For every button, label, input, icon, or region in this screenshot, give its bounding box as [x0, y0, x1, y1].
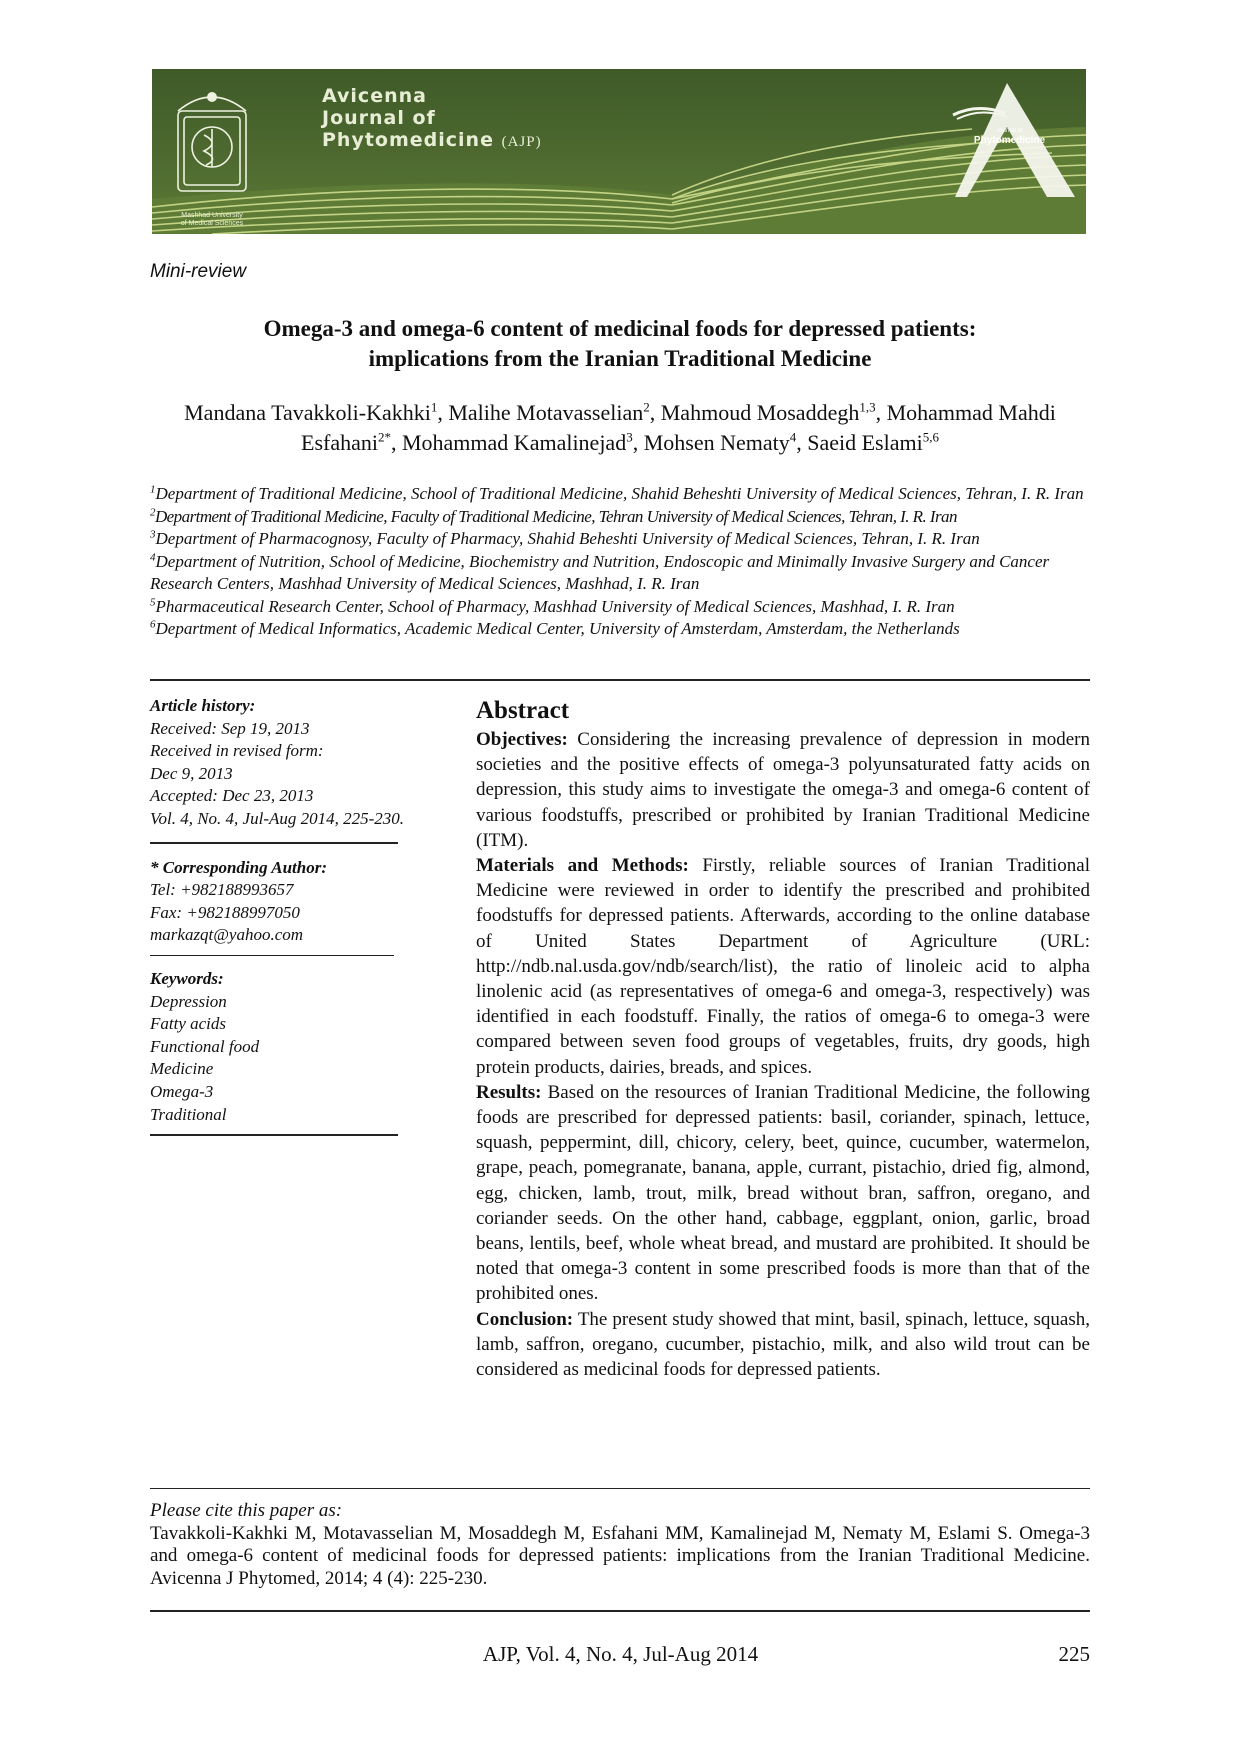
seal-caption: Mashhad University of Medical Sciences	[180, 212, 244, 227]
author-affiliation-mark: 4	[789, 429, 797, 445]
journal-abbr: (AJP)	[501, 134, 542, 150]
journal-logo-caption	[952, 127, 1067, 147]
keyword: Medicine	[150, 1059, 214, 1079]
affiliation-text: Department of Medical Informatics, Academic Medical Center, University of Amsterdam, Amsterdam, the Netherlands	[155, 619, 960, 638]
abstract-heading: Abstract	[476, 697, 570, 724]
university-seal-icon	[170, 83, 254, 205]
header-divider	[150, 679, 1090, 681]
journal-name-line1: Avicenna	[322, 85, 427, 107]
journal-name	[322, 85, 542, 153]
author	[184, 400, 448, 425]
affiliation	[150, 483, 1090, 506]
affiliation-text: Department of Nutrition, School of Medicine, Biochemistry and Nutrition, Endoscopic and Minimally Invasive Surgery and Cancer Research Centers, Mashhad University of Medical Sciences, Mashhad, I. R. Iran	[150, 551, 1050, 593]
abstract-section-label: Results:	[476, 1081, 542, 1103]
author-name: Mohammad Mahdi Esfahani	[301, 400, 1056, 455]
abstract-section	[476, 853, 1090, 1080]
keyword: Omega-3	[150, 1081, 214, 1101]
accepted-date: Accepted: Dec 23, 2013	[150, 786, 314, 806]
affiliation	[150, 528, 1090, 551]
abstract-section	[476, 727, 1090, 853]
title-line-1: Omega-3 and omega-6 content of medicinal foods for depressed patients:	[263, 316, 977, 341]
author	[402, 430, 644, 455]
keyword: Traditional	[150, 1104, 227, 1124]
author-name: Malihe Motavasselian	[448, 400, 644, 425]
author-affiliation-mark: 5,6	[922, 429, 939, 445]
corresponding-author-heading: * Corresponding Author:	[150, 857, 327, 877]
author-separator: ,	[437, 400, 449, 425]
page-number: 225	[1058, 1642, 1090, 1666]
author	[661, 400, 887, 425]
affiliation	[150, 551, 1090, 596]
article-history-heading: Article history:	[150, 696, 256, 715]
author	[644, 430, 808, 455]
author-name: Mandana Tavakkoli-Kakhki	[184, 400, 431, 425]
affiliation-text: Pharmaceutical Research Center, School of Pharmacy, Mashhad University of Medical Sciences, Mashhad, I. R. Iran	[155, 596, 955, 616]
abstract-section-label: Materials and Methods:	[476, 855, 689, 877]
corresponding-tel: Tel: +982188993657	[150, 880, 294, 900]
author-separator: ,	[390, 430, 402, 455]
title-line-2: implications from the Iranian Traditional Medicine	[368, 346, 872, 371]
journal-logo-icon	[947, 77, 1082, 217]
citation-lead: Please cite this paper as:	[150, 1500, 343, 1521]
journal-name-line3: Phytomedicine	[322, 129, 494, 151]
author-name: Mohsen Nematy	[643, 430, 790, 455]
journal-name-line2: Journal of	[322, 107, 436, 129]
paper-title	[150, 314, 1090, 374]
received-date: Received: Sep 19, 2013	[150, 718, 310, 738]
abstract-divider	[150, 1488, 1090, 1489]
volume-info: Vol. 4, No. 4, Jul-Aug 2014, 225-230.	[150, 808, 405, 828]
abstract-section-text: Firstly, reliable sources of Iranian Traditional Medicine were reviewed in order to identify the prescribed and prohibited foodstuffs for depressed patients. Afterwards, according to the online database of United States Department of Agriculture (URL: http://ndb.nal.usda.gov/ndb/search/list), the ratio of linoleic acid to alpha linolenic acid (as representatives of omega-6 and omega-3, respectively) was identified in each foodstuff. Finally, the ratios of omega-6 to omega-3 were compared between seven food groups of vegetables, fruits, dry goods, high protein products, dairies, breads, and spices.	[476, 855, 1090, 1078]
affiliation-text: Department of Traditional Medicine, Faculty of Traditional Medicine, Tehran University of Medical Sciences, Tehran, I. R. Iran	[154, 506, 957, 526]
author-affiliation-mark: 3	[626, 429, 633, 445]
revised-date: Dec 9, 2013	[150, 763, 233, 783]
keywords-heading: Keywords:	[150, 968, 224, 988]
abstract-body	[476, 727, 1090, 1382]
article-type-label: Mini-review	[150, 261, 247, 282]
keyword: Functional food	[150, 1036, 260, 1056]
author-separator: ,	[875, 400, 887, 425]
corresponding-fax: Fax: +982188997050	[150, 902, 300, 922]
keyword-list	[150, 991, 420, 1127]
author-separator: ,	[796, 430, 808, 455]
affiliation-number: 6	[150, 618, 156, 631]
abstract-section-text: Considering the increasing prevalence of depression in modern societies and the positive effects of omega-3 polyunsaturated fatty acids on depression, this study aims to investigate the omega-3 and omega-6 content of various foodstuffs, prescribed or prohibited by Iranian Traditional Medicine (ITM).	[476, 729, 1090, 851]
affiliation-number: 5	[150, 595, 156, 608]
affiliation	[150, 506, 1090, 529]
author-separator: ,	[632, 430, 644, 455]
author-list	[150, 398, 1090, 458]
author-separator: ,	[649, 400, 661, 425]
abstract-section-text: The present study showed that mint, basil, spinach, lettuce, squash, lamb, saffron, oregano, cucumber, pistachio, milk, and also wild trout can be considered as medicinal foods for depressed patients.	[476, 1308, 1090, 1381]
affiliation-text: Department of Pharmacognosy, Faculty of Pharmacy, Shahid Beheshti University of Medical Sciences, Tehran, I. R. Iran	[155, 529, 980, 548]
logo-caption-big: Phytomedicine	[973, 135, 1046, 146]
author	[807, 430, 939, 455]
affiliation-number: 4	[150, 550, 156, 563]
logo-caption-small: Journal of	[996, 128, 1023, 134]
affiliation-number: 1	[150, 483, 156, 496]
abstract-section-label: Conclusion:	[476, 1308, 574, 1330]
article-info-sidebar	[150, 695, 420, 1136]
affiliation-number: 3	[150, 528, 156, 541]
affiliation-number: 2	[150, 505, 155, 518]
author-affiliation-mark: 2	[643, 399, 650, 415]
affiliation-text: Department of Traditional Medicine, School of Traditional Medicine, Shahid Beheshti University of Medical Sciences, Tehran, I. R. Iran	[155, 484, 1084, 503]
citation-text: Tavakkoli-Kakhki M, Motavasselian M, Mosaddegh M, Esfahani MM, Kamalinejad M, Nematy M, Eslami S. Omega-3 and omega-6 content of medicinal foods for depressed patients: implications from the Iranian Traditional Medicine. Avicenna J Phytomed, 2014; 4 (4): 225-230.	[150, 1522, 1090, 1589]
journal-banner	[152, 69, 1086, 234]
corresponding-email[interactable]: markazqt@yahoo.com	[150, 925, 304, 945]
author-name: Saeid Eslami	[807, 430, 923, 455]
affiliations-block	[150, 483, 1090, 641]
keyword: Depression	[150, 991, 227, 1011]
author-affiliation-mark: 1,3	[859, 399, 876, 415]
abstract-section-label: Objectives:	[476, 729, 568, 750]
author-name: Mahmoud Mosaddegh	[660, 400, 860, 425]
sidebar-divider	[150, 1134, 398, 1136]
abstract-section	[476, 1307, 1090, 1383]
abstract-section	[476, 1080, 1090, 1307]
abstract-section-text: Based on the resources of Iranian Traditional Medicine, the following foods are prescribed for depressed patients: basil, coriander, spinach, lettuce, squash, peppermint, dill, chicory, celery, beet, quince, cucumber, watermelon, grape, peach, pomegranate, banana, apple, currant, pistachio, dried fig, almond, egg, chicken, lamb, trout, milk, bread without bran, saffron, oregano, and coriander seeds. On the other hand, cabbage, eggplant, onion, garlic, broad beans, lentils, beef, whole wheat bread, and mustard are prohibited. It should be noted that omega-3 content in some prescribed foods is more than that of the prohibited ones.	[476, 1081, 1091, 1305]
author	[448, 400, 660, 425]
revised-label: Received in revised form:	[150, 741, 324, 761]
open-book-graphic	[152, 69, 1086, 234]
keyword: Fatty acids	[150, 1014, 227, 1034]
citation-divider	[150, 1610, 1090, 1612]
author-affiliation-mark: 2*	[377, 429, 391, 445]
author-affiliation-mark: 1	[430, 399, 438, 415]
affiliation	[150, 618, 1090, 641]
citation-block	[150, 1500, 1090, 1590]
affiliation	[150, 596, 1090, 619]
author-name: Mohammad Kamalinejad	[401, 430, 627, 455]
footer-journal-issue: AJP, Vol. 4, No. 4, Jul-Aug 2014	[482, 1642, 759, 1666]
